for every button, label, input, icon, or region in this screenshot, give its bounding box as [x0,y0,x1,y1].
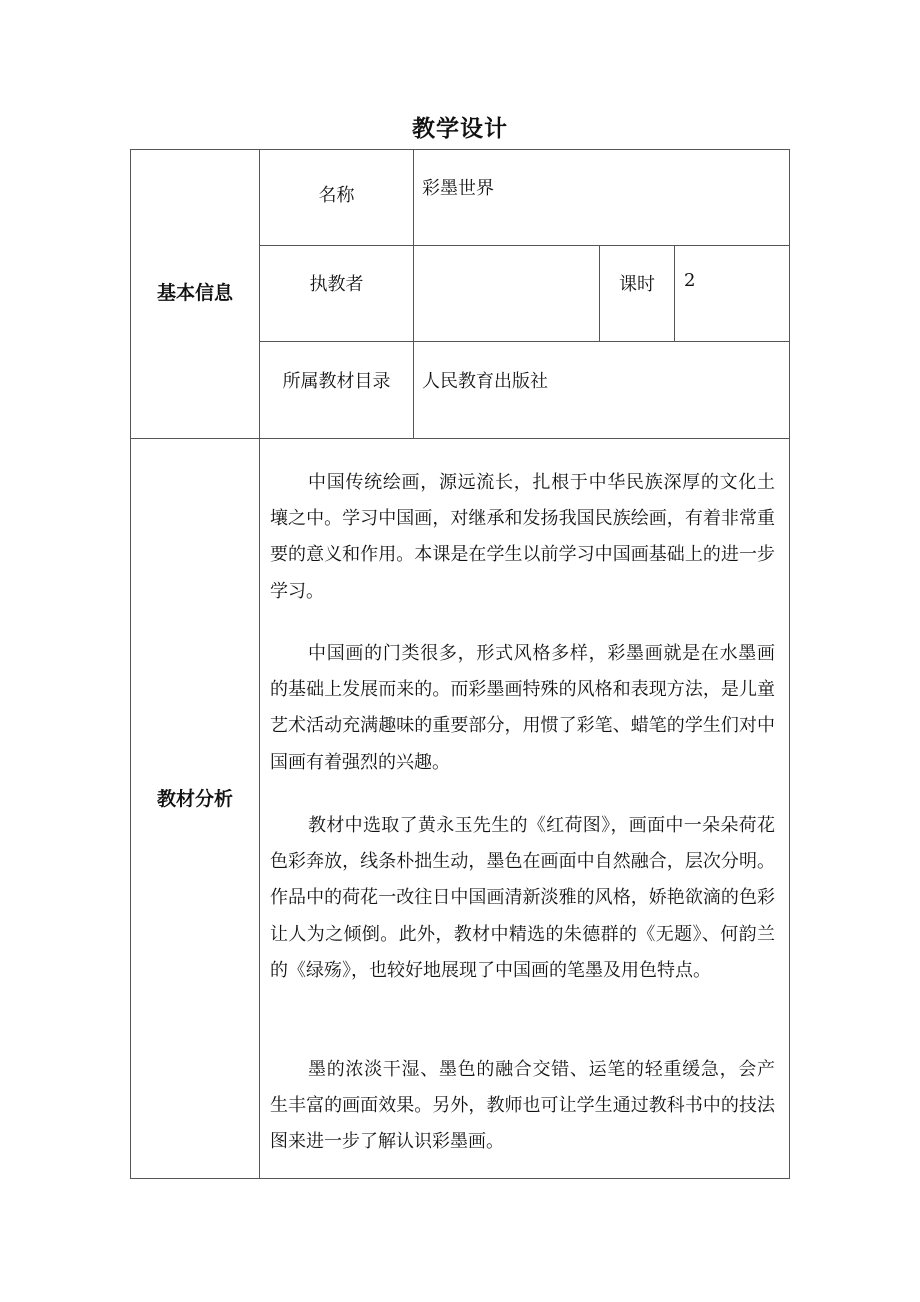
period-divider-right [674,245,675,342]
analysis-paragraph-4: 墨的浓淡干湿、墨色的融合交错、运笔的轻重缓急，会产生丰富的画面效果。另外，教师也可让学生通过教科书中的技法图来进一步了解认识彩墨画。 [270,1059,775,1153]
catalog-value: 人民教育出版社 [422,371,548,392]
table-border-left [130,149,131,1179]
label-value-divider [413,149,414,439]
table-border-bottom [130,1178,790,1179]
row-divider-1 [259,245,790,246]
name-label: 名称 [318,185,355,206]
analysis-paragraph-2: 中国画的门类很多，形式风格多样，彩墨画就是在水墨画的基础上发展而来的。而彩墨画特殊的风格和表现方法，是儿童艺术活动充满趣味的重要部分，用惯了彩笔、蜡笔的学生们对中国画有着强烈的兴趣。 [270,643,775,773]
period-value: 2 [684,270,696,291]
analysis-label: 教材分析 [156,788,233,810]
catalog-label: 所属教材目录 [282,371,391,392]
table-border-top [130,149,790,150]
section-column-divider [259,149,260,1179]
row-divider-2 [259,341,790,342]
period-label: 课时 [619,274,655,295]
teacher-label: 执教者 [309,274,364,295]
name-value: 彩墨世界 [422,178,494,199]
table-border-right [789,149,790,1179]
analysis-paragraph-3: 教材中选取了黄永玉先生的《红荷图》，画面中一朵朵荷花色彩奔放，线条朴拙生动，墨色在画面中自然融合，层次分明。作品中的荷花一改往日中国画清新淡雅的风格，娇艳欲滴的色彩让人为之倾倒。此外，教材中精选的朱德群的《无题》、何韵兰的《绿殇》，也较好地展现了中国画的笔墨及用色特点。 [270,815,775,981]
section-divider [130,438,790,439]
page-title: 教学设计 [412,116,508,142]
analysis-paragraph-1: 中国传统绘画，源远流长，扎根于中华民族深厚的文化土壤之中。学习中国画，对继承和发扬我国民族绘画，有着非常重要的意义和作用。本课是在学生以前学习中国画基础上的进一步学习。 [270,472,775,602]
basic-info-label: 基本信息 [156,282,233,304]
